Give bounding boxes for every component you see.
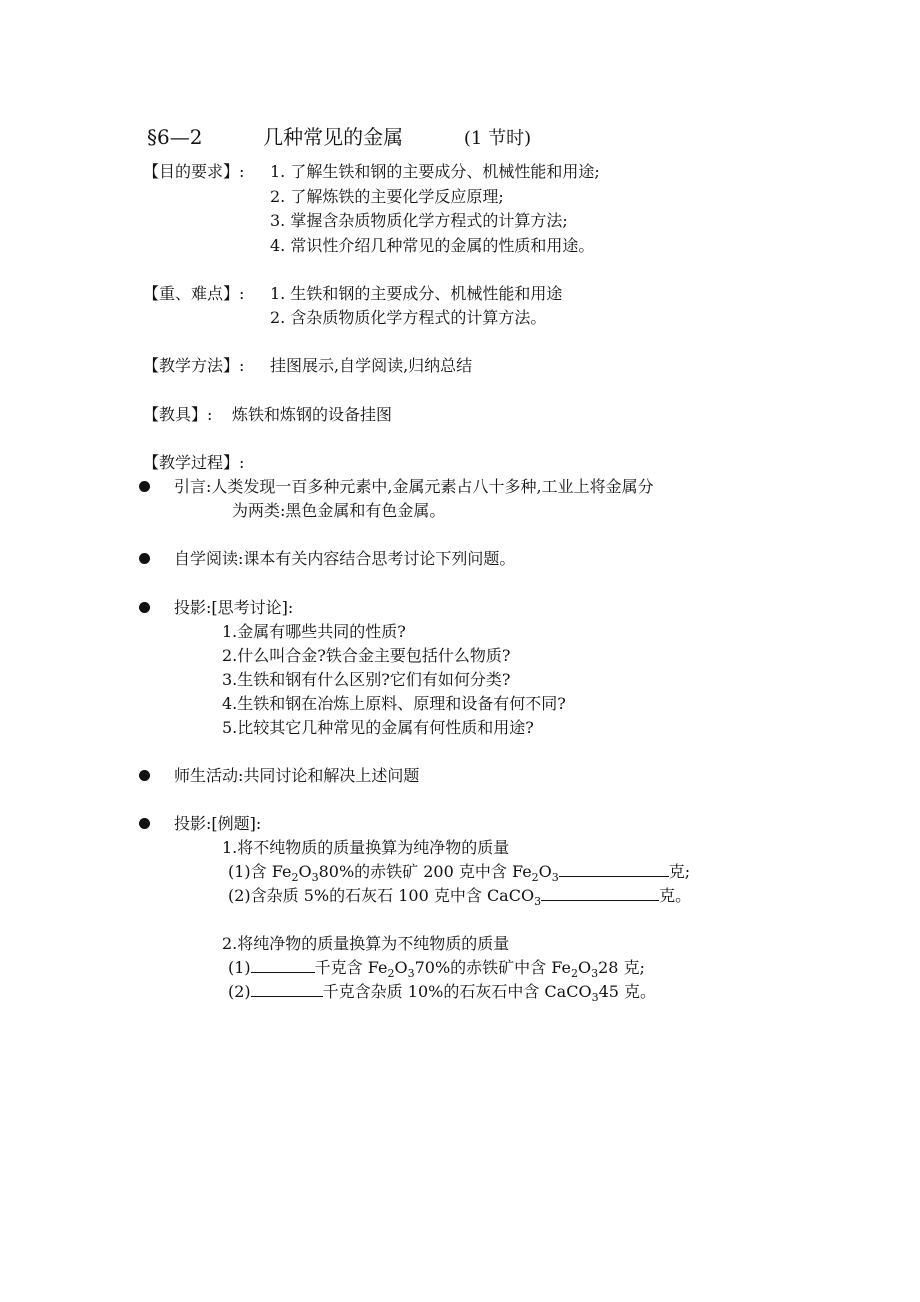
answer-blank [541,886,659,901]
examples-label: 投影:[例题]: [174,814,262,833]
page-title [147,123,531,153]
answer-blank [559,862,669,877]
key-point-item: 2. 含杂质物质化学方程式的计算方法。 [270,308,547,327]
intro-line: 引言:人类发现一百多种元素中,金属元素占八十多种,工业上将金属分 [174,477,654,496]
activity-text: 师生活动:共同讨论和解决上述问题 [174,766,420,785]
objectives-label: 【目的要求】: [143,162,245,181]
example-question: (2)含杂质 5%的石灰石 100 克中含 CaCO$_3$ 克。 [228,886,692,909]
example-heading: 1.将不纯物质的质量换算为纯净物的质量 [222,838,510,857]
bullet-icon [139,553,150,564]
process-label: 【教学过程】: [143,453,245,472]
objective-item: 2. 了解炼铁的主要化学反应原理; [270,187,504,206]
example-question: (1)含 $Fe_2O_380\%$的赤铁矿 200 克中含 $Fe_2O_3$ 克; [228,862,691,885]
title-section: §6—2 [147,125,203,149]
objective-item: 4. 常识性介绍几种常见的金属的性质和用途。 [270,236,595,255]
method-label: 【教学方法】: [143,356,245,375]
answer-blank [251,982,323,997]
bullet-icon [139,818,150,829]
discussion-question: 2.什么叫合金?铁合金主要包括什么物质? [222,646,511,665]
title-name: 几种常见的金属 [263,125,404,149]
tools-text: 炼铁和炼钢的设备挂图 [232,405,393,424]
discussion-question: 4.生铁和钢在冶炼上原料、原理和设备有何不同? [222,694,566,713]
objective-item: 3. 掌握含杂质物质化学方程式的计算方法; [270,211,568,230]
title-hours: (1 节时) [463,128,532,149]
discussion-label: 投影:[思考讨论]: [174,598,294,617]
method-text: 挂图展示,自学阅读,归纳总结 [270,356,473,375]
bullet-icon [139,602,150,613]
example-question: (1) 千克含 $Fe_2O_370\%$的赤铁矿中含 $Fe_2O_328$ 克; [228,958,645,981]
bullet-icon [139,770,150,781]
objective-item: 1. 了解生铁和钢的主要成分、机械性能和用途; [270,162,600,181]
bullet-icon [139,481,150,492]
example-question: (2) 千克含杂质 10%的石灰石中含 CaCO$_3$45 克。 [228,982,657,1005]
answer-blank [251,958,315,973]
discussion-question: 3.生铁和钢有什么区别?它们有如何分类? [222,670,511,689]
example-heading: 2.将纯净物的质量换算为不纯物质的质量 [222,934,510,953]
key-point-item: 1. 生铁和钢的主要成分、机械性能和用途 [270,284,563,303]
intro-line: 为两类:黑色金属和有色金属。 [232,501,446,520]
discussion-question: 1.金属有哪些共同的性质? [222,622,406,641]
discussion-question: 5.比较其它几种常见的金属有何性质和用途? [222,718,534,737]
tools-label: 【教具】: [143,405,213,424]
reading-text: 自学阅读:课本有关内容结合思考讨论下列问题。 [174,549,516,568]
key-points-label: 【重、难点】: [143,284,245,303]
